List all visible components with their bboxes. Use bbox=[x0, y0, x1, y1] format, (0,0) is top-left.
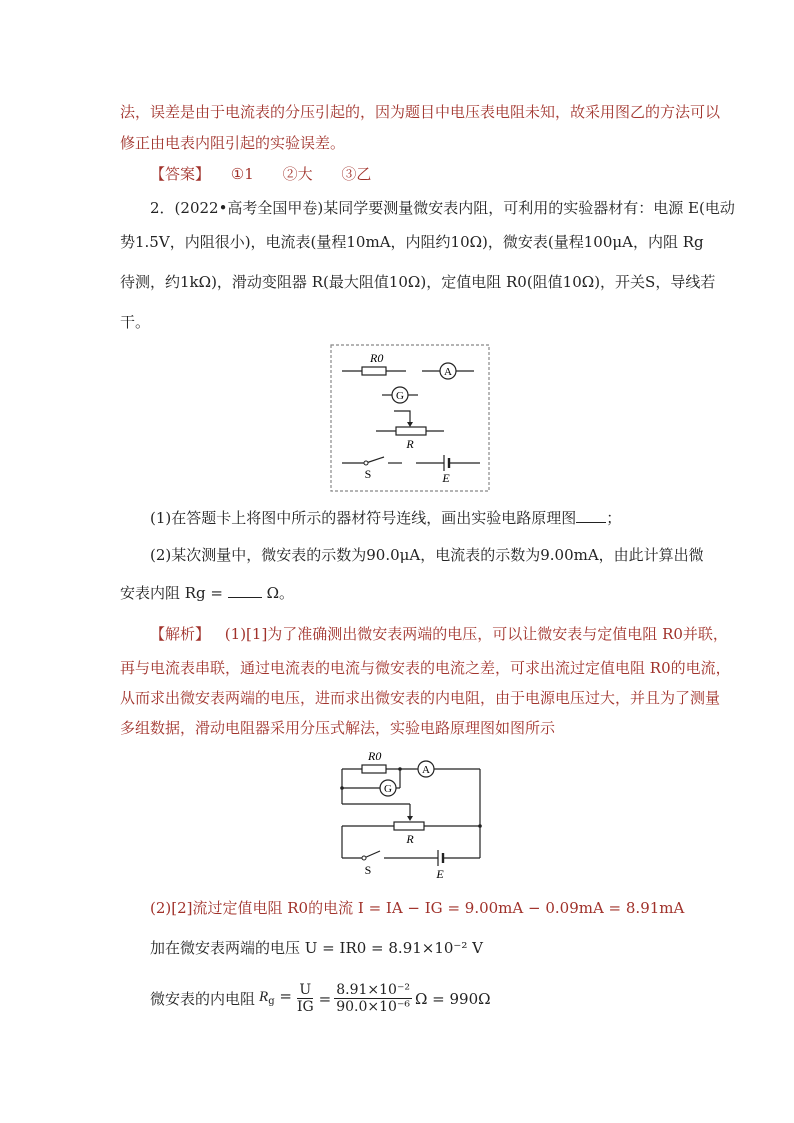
resistance-result: Ω = 990Ω bbox=[414, 989, 491, 1008]
circuit-ammeter-label: A bbox=[422, 764, 430, 776]
switch-label: S bbox=[364, 467, 372, 481]
answer-label: 【答案】 bbox=[150, 165, 211, 183]
answer-1: ①1 bbox=[230, 165, 254, 183]
fraction-u-over-ig bbox=[295, 982, 316, 1015]
question-line-3: 待测，约1kΩ)，滑动变阻器 R(最大阻值10Ω)，定值电阻 R0(阻值10Ω)，开关S，导线若 bbox=[120, 273, 716, 291]
fraction-values bbox=[334, 982, 412, 1015]
analysis-line-3: 从而求出微安表两端的电压，进而求出微安表的内电阻，由于电源电压过大，并且为了测量 bbox=[120, 689, 721, 707]
circuit-diagram bbox=[330, 748, 490, 884]
analysis-label: 【解析】 bbox=[150, 625, 211, 643]
answer-blank-2[interactable] bbox=[228, 583, 262, 598]
switch-symbol bbox=[366, 457, 384, 463]
resistance-line: 微安表的内电阻 $R_g$ = $\frac{U}{IG}$ = $\frac{\text{8.91×10⁻²}}{\text{90.0×10⁻⁶}}$ Ω = 990Ω bbox=[150, 982, 491, 1015]
sub-question-1-text: (1)在答题卡上将图中所示的器材符号连线，画出实验电路原理图 bbox=[150, 509, 577, 527]
question-line-1: 2．(2022•高考全国甲卷)某同学要测量微安表内阻，可利用的实验器材有：电源 E(电动 bbox=[150, 199, 735, 217]
sub-question-2-line-1: (2)某次测量中，微安表的示数为90.0μA，电流表的示数为9.00mA，由此计算出微 bbox=[150, 546, 704, 564]
question-line-2: 势1.5V，内阻很小)，电流表(量程10mA，内阻约10Ω)，微安表(量程100μA，内阻 Rg bbox=[120, 233, 704, 251]
sub-question-1 bbox=[150, 508, 621, 528]
sub-question-1-end: ； bbox=[606, 509, 622, 527]
answer-blank-1[interactable] bbox=[576, 508, 606, 523]
circuit-switch-symbol bbox=[364, 851, 380, 858]
circuit-r0-label: R0 bbox=[368, 749, 382, 763]
resistance-prefix: 微安表的内电阻 bbox=[150, 989, 256, 1008]
voltage-line: 加在微安表两端的电压 U = IR0 = 8.91×10⁻² V bbox=[150, 939, 483, 957]
sub-question-2-unit: Ω。 bbox=[266, 584, 295, 602]
ammeter-label: A bbox=[444, 366, 452, 378]
answer-row bbox=[150, 164, 371, 184]
galvanometer-label: G bbox=[396, 390, 404, 402]
sub-question-2-text: 安表内阻 Rg = bbox=[120, 584, 224, 602]
answer-2: ②大 bbox=[282, 165, 313, 183]
rheostat-symbol bbox=[396, 427, 426, 435]
part2-current-line: (2)[2]流过定值电阻 R0的电流 I = IA − IG = 9.00mA − 0.09mA = 8.91mA bbox=[150, 899, 685, 917]
circuit-galvanometer-label: G bbox=[384, 783, 392, 795]
analysis-line-2: 再与电流表串联，通过电流表的电流与微安表的电流之差，可求出流过定值电阻 R0的电流， bbox=[120, 659, 731, 677]
prev-explanation-line-2: 修正由电表内阻引起的实验误差。 bbox=[120, 134, 346, 152]
fraction-2-numerator: 8.91×10⁻² bbox=[336, 982, 410, 998]
analysis-line-1 bbox=[150, 624, 728, 644]
question-line-4: 干。 bbox=[120, 313, 151, 331]
fraction-2-denominator: 90.0×10⁻⁶ bbox=[336, 999, 410, 1015]
source-label: E bbox=[442, 471, 450, 485]
r0-resistor-symbol bbox=[362, 367, 386, 375]
circuit-rheostat-label: R bbox=[406, 832, 414, 846]
r0-label: R0 bbox=[370, 351, 384, 365]
prev-explanation-line-1: 法，误差是由于电流表的分压引起的，因为题目中电压表电阻未知，故采用图乙的方法可以 bbox=[120, 103, 721, 121]
sub-question-2-line-2 bbox=[120, 583, 294, 603]
analysis-line-4: 多组数据，滑动电阻器采用分压式解法，实验电路原理图如图所示 bbox=[120, 719, 556, 737]
fraction-1-numerator: U bbox=[299, 982, 312, 998]
components-figure bbox=[330, 344, 490, 492]
fraction-1-denominator: IG bbox=[296, 999, 314, 1015]
analysis-line-1-text: (1)[1]为了准确测出微安表两端的电压，可以让微安表与定值电阻 R0并联， bbox=[224, 625, 728, 643]
circuit-switch-label: S bbox=[364, 863, 372, 877]
answer-3: ③乙 bbox=[341, 165, 372, 183]
circuit-rheostat-symbol bbox=[394, 822, 424, 830]
rheostat-label: R bbox=[406, 437, 414, 451]
circuit-r0-symbol bbox=[362, 765, 386, 773]
circuit-source-label: E bbox=[436, 867, 444, 881]
